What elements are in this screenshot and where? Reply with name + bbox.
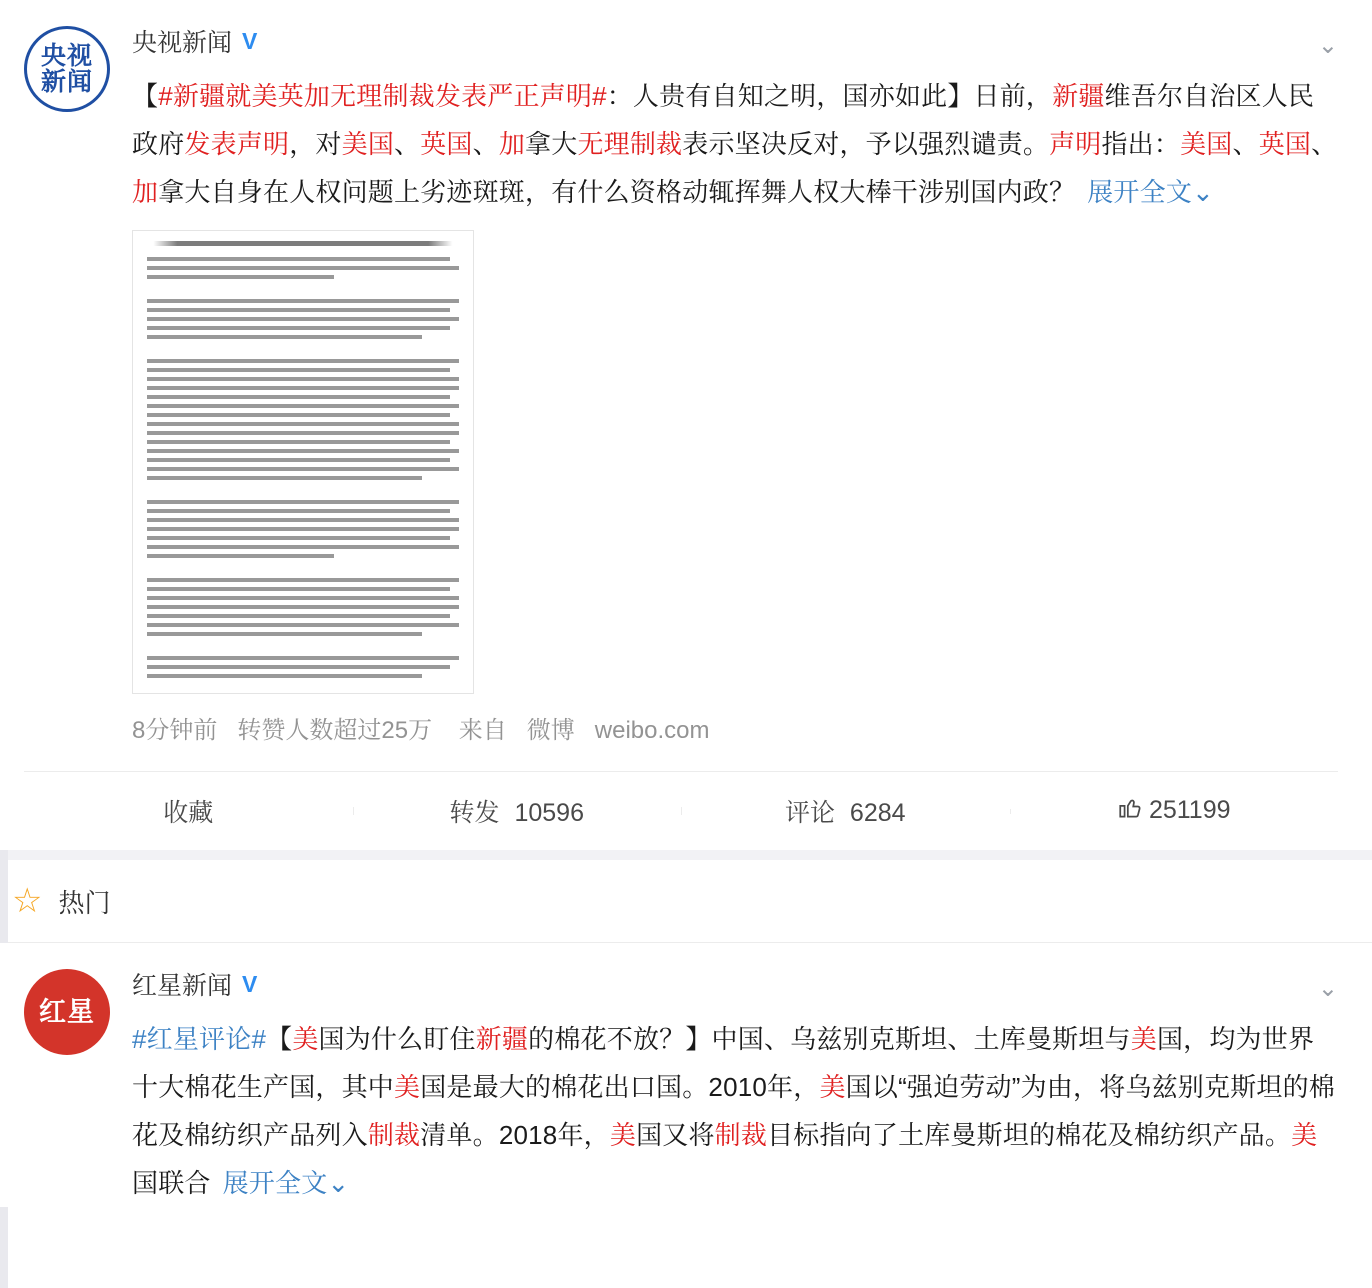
- post-source[interactable]: 微博: [526, 717, 575, 744]
- verified-badge-icon: V: [242, 970, 258, 997]
- post-hongxing: [0, 943, 1372, 1207]
- hot-section-header: [0, 850, 1372, 942]
- expand-label: 展开全文: [222, 1168, 328, 1198]
- chevron-down-icon: ⌄: [1192, 177, 1215, 207]
- post-body-text: [132, 72, 1338, 216]
- account-row: [132, 967, 1338, 1001]
- post-menu-chevron-down-icon[interactable]: ⌄: [1317, 975, 1338, 1002]
- account-name[interactable]: 红星新闻: [132, 972, 233, 1000]
- post-repost-reach: 转赞人数超过25万: [237, 717, 433, 744]
- post-meta: [132, 710, 1338, 771]
- document-body-lines: [147, 257, 459, 683]
- like-button[interactable]: [1010, 795, 1339, 828]
- statement-document-image[interactable]: [132, 230, 474, 694]
- post-from-prefix: 来自: [458, 717, 507, 744]
- post-time: 8分钟前: [132, 717, 218, 744]
- verified-badge-icon: V: [242, 27, 258, 54]
- post-source-domain: weibo.com: [594, 717, 710, 744]
- like-count: 251199: [1148, 795, 1231, 824]
- post-text-segments: #红星评论#【美国为什么盯住新疆的棉花不放？】中国、乌兹别克斯坦、土库曼斯坦与美国，均为世界十大棉花生产国，其中美国是最大的棉花出口国。2010年，美国以“强迫劳动”为由，将乌兹别克斯坦的棉花及棉纺织产品列入制裁清单。2018年，美国又将制裁目标指向了土库曼斯坦的棉花及棉纺织产品。美国联合: [132, 1024, 1335, 1198]
- avatar-line-1: 央视: [40, 41, 93, 70]
- repost-label: 转发: [449, 799, 500, 827]
- avatar-cctv[interactable]: [24, 26, 110, 112]
- avatar-line-1: 红星: [39, 996, 95, 1027]
- chevron-down-icon: ⌄: [327, 1168, 350, 1198]
- document-heading-line: [153, 241, 452, 246]
- comment-count: 6284: [849, 799, 906, 827]
- account-row: [132, 24, 1338, 58]
- repost-count: 10596: [514, 799, 584, 827]
- expand-full-text-button[interactable]: [1087, 177, 1214, 207]
- repost-button[interactable]: [353, 793, 682, 829]
- expand-label: 展开全文: [1087, 177, 1193, 207]
- star-icon: ☆: [12, 882, 43, 920]
- post-menu-chevron-down-icon[interactable]: ⌄: [1317, 32, 1338, 59]
- favorite-button[interactable]: [24, 793, 353, 829]
- post-text-segments: 【#新疆就美英加无理制裁发表严正声明#：人贵有自知之明，国亦如此】日前，新疆维吾尔自治区人民政府发表声明，对美国、英国、加拿大无理制裁表示坚决反对，予以强烈谴责。声明指出：美国、英国、加拿大自身在人权问题上劣迹斑斑，有什么资格动辄挥舞人权大棒干涉别国内政？: [132, 81, 1338, 207]
- favorite-label: 收藏: [163, 799, 214, 827]
- post-body-text: [132, 1015, 1338, 1207]
- avatar-hongxing[interactable]: [24, 969, 110, 1055]
- thumbs-up-icon: [1117, 795, 1143, 828]
- comment-label: 评论: [784, 799, 835, 827]
- expand-full-text-button[interactable]: [223, 1168, 350, 1198]
- hot-section-label: 热门: [58, 887, 111, 918]
- avatar-line-2: 新闻: [40, 68, 93, 96]
- comment-button[interactable]: [681, 793, 1010, 829]
- account-name[interactable]: 央视新闻: [132, 29, 233, 57]
- post-action-bar: [24, 771, 1338, 850]
